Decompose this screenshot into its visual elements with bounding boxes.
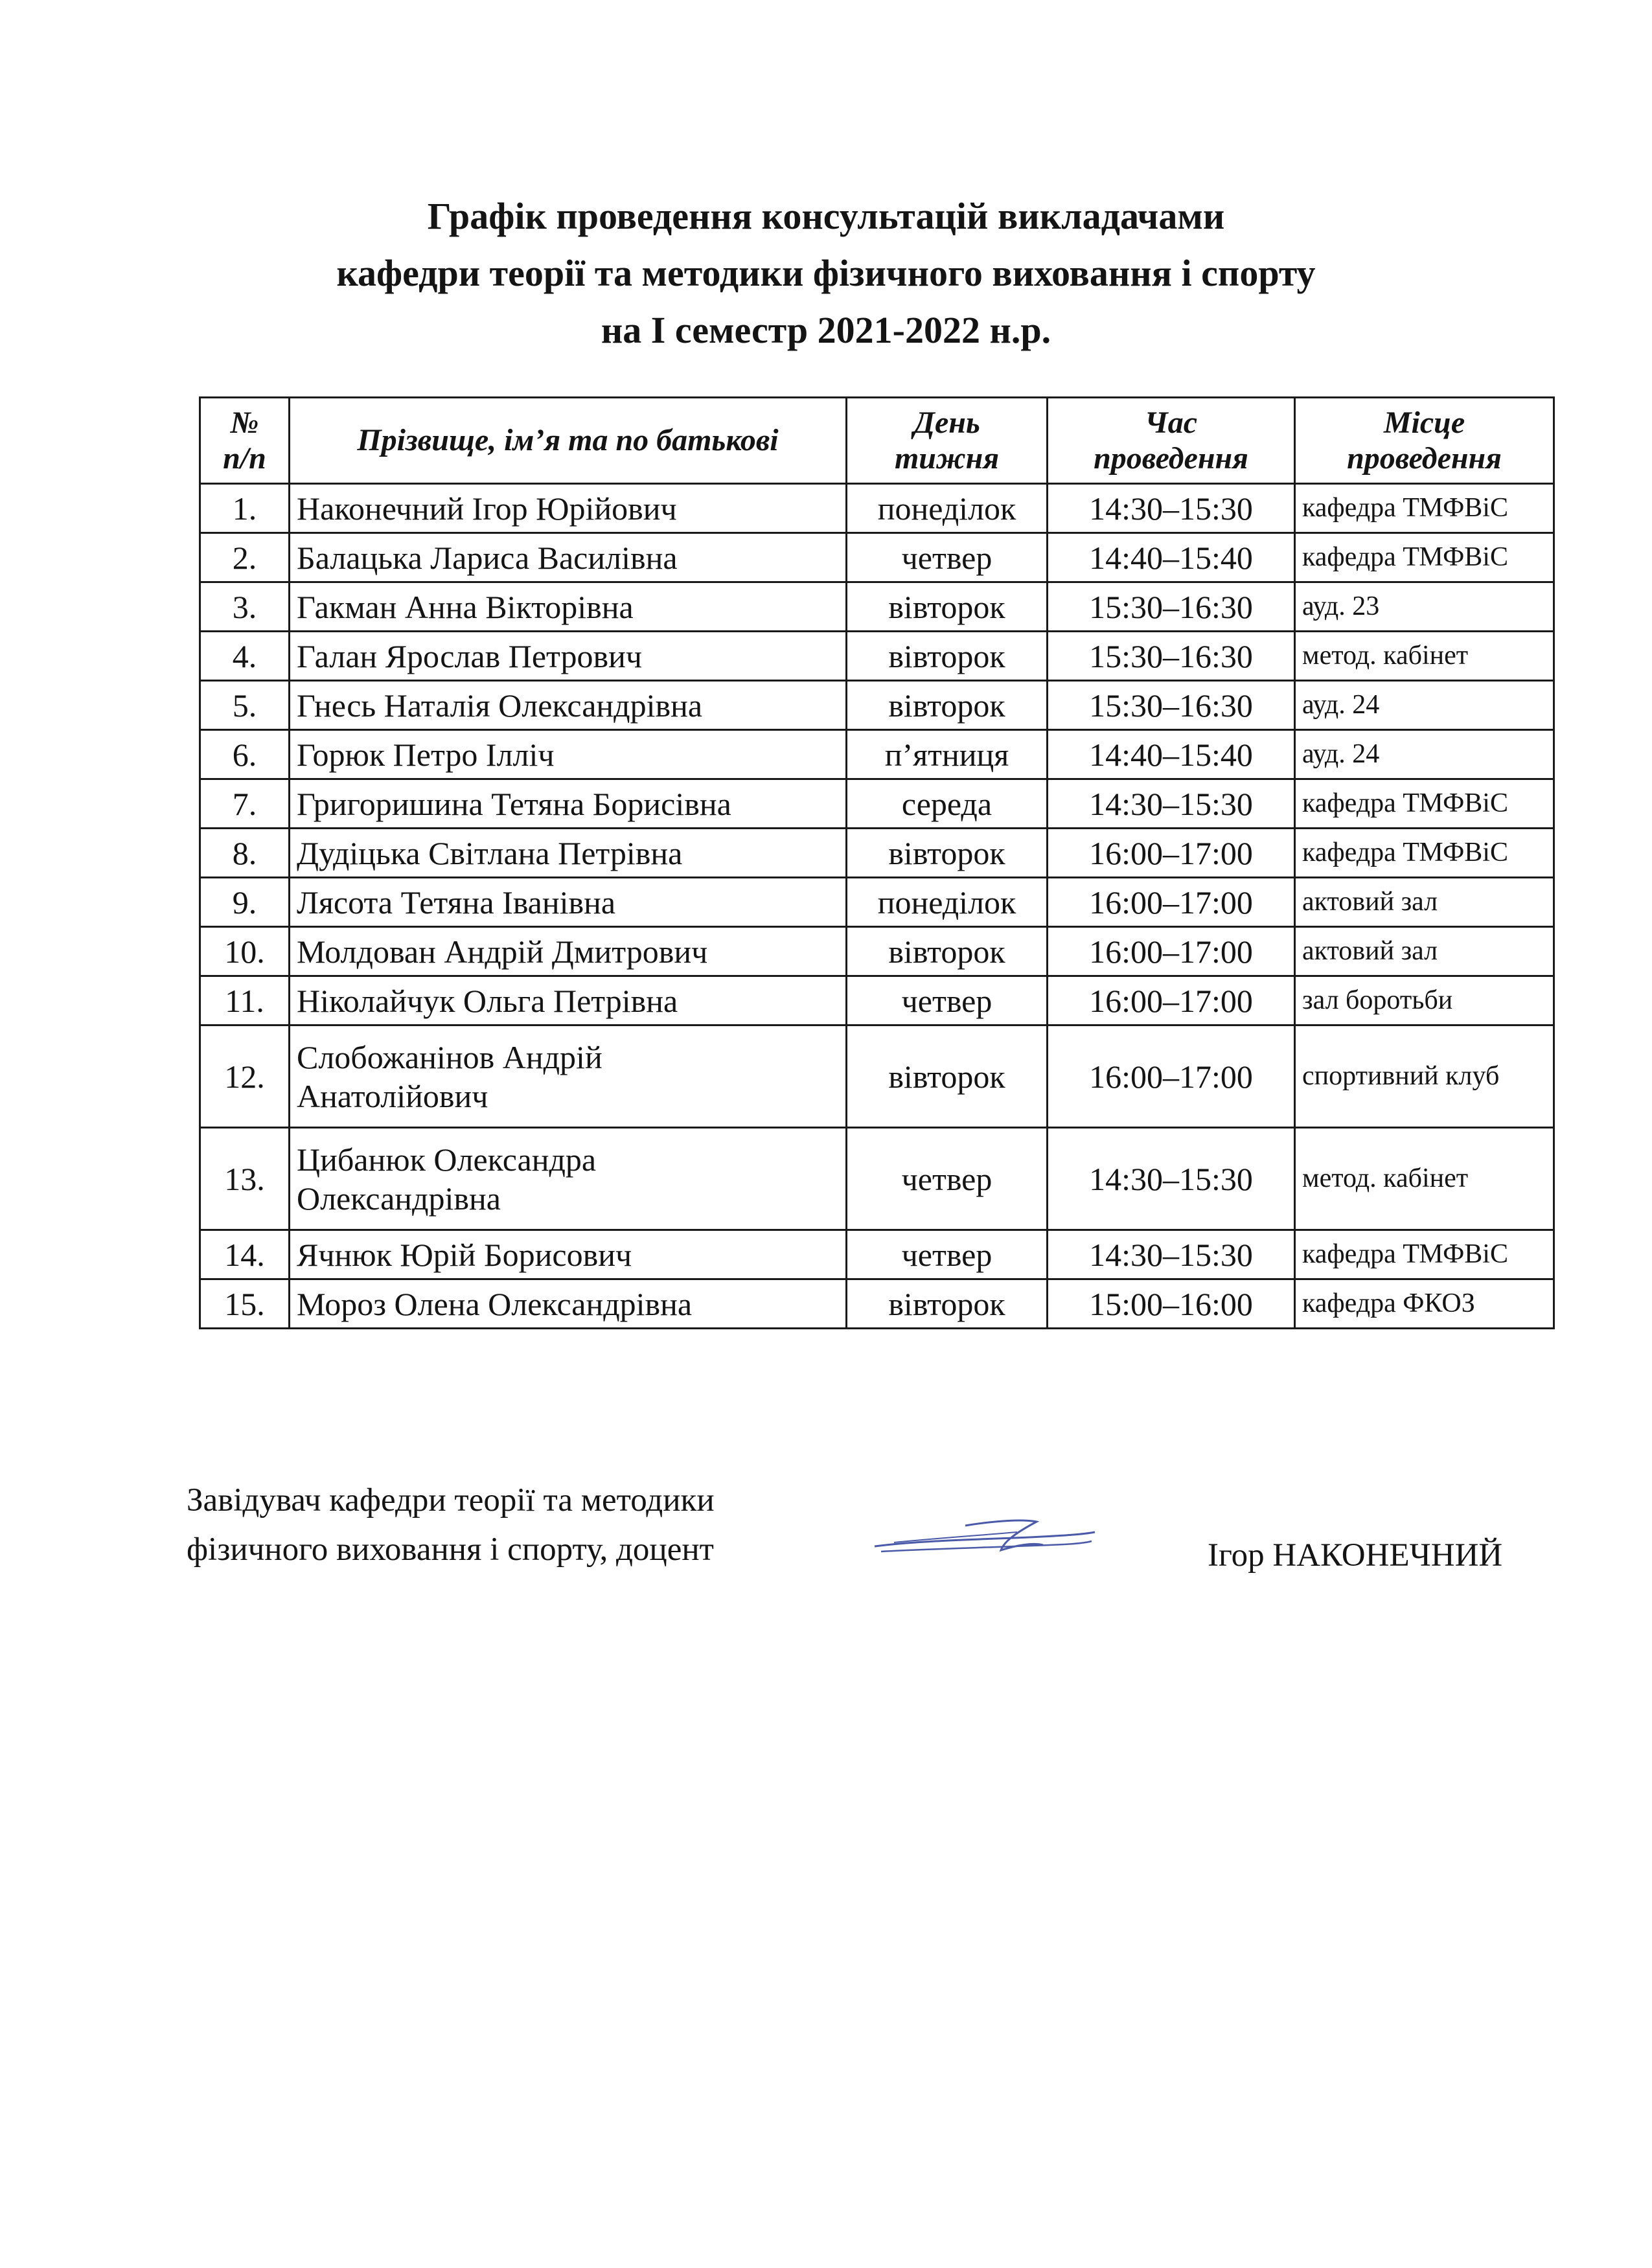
row-weekday: середа (847, 779, 1048, 829)
row-number: 11. (200, 976, 290, 1025)
row-place: кафедра ТМФВіС (1295, 1230, 1554, 1279)
page-title (0, 188, 1652, 359)
row-place: кафедра ТМФВіС (1295, 829, 1554, 878)
row-weekday: четвер (847, 533, 1048, 582)
row-weekday: понеділок (847, 878, 1048, 927)
table-row (200, 730, 1554, 779)
row-place: метод. кабінет (1295, 632, 1554, 681)
header-time: Час проведення (1048, 398, 1295, 484)
table-row (200, 1279, 1554, 1329)
row-time: 14:30–15:30 (1048, 1230, 1295, 1279)
row-place: ауд. 24 (1295, 681, 1554, 730)
row-time: 16:00–17:00 (1048, 829, 1295, 878)
row-name: Наконечний Ігор Юрійович (290, 484, 847, 533)
row-name: Балацька Лариса Василівна (290, 533, 847, 582)
row-number: 10. (200, 927, 290, 976)
row-time: 14:30–15:30 (1048, 779, 1295, 829)
row-place: актовий зал (1295, 878, 1554, 927)
row-time: 15:30–16:30 (1048, 632, 1295, 681)
row-place: ауд. 23 (1295, 582, 1554, 632)
row-weekday: вівторок (847, 632, 1048, 681)
row-place: ауд. 24 (1295, 730, 1554, 779)
row-number: 13. (200, 1128, 290, 1230)
row-name: Григоришина Тетяна Борисівна (290, 779, 847, 829)
table-row (200, 829, 1554, 878)
row-time: 15:30–16:30 (1048, 582, 1295, 632)
row-time: 14:30–15:30 (1048, 1128, 1295, 1230)
row-place: зал боротьби (1295, 976, 1554, 1025)
handwritten-signature (868, 1513, 1101, 1564)
row-place: метод. кабінет (1295, 1128, 1554, 1230)
table-row (200, 1128, 1554, 1230)
table-row (200, 681, 1554, 730)
signatory-position (187, 1476, 715, 1574)
row-weekday: п’ятниця (847, 730, 1048, 779)
row-name: Гнесь Наталія Олександрівна (290, 681, 847, 730)
row-weekday: вівторок (847, 927, 1048, 976)
row-name-line-2: Анатолійович (297, 1077, 488, 1114)
row-number: 2. (200, 533, 290, 582)
row-weekday: четвер (847, 976, 1048, 1025)
header-number: № п/п (200, 398, 290, 484)
row-place: спортивний клуб (1295, 1025, 1554, 1128)
row-name: Молдован Андрій Дмитрович (290, 927, 847, 976)
row-place: кафедра ТМФВіС (1295, 484, 1554, 533)
row-time: 14:30–15:30 (1048, 484, 1295, 533)
row-number: 9. (200, 878, 290, 927)
row-number: 3. (200, 582, 290, 632)
row-time: 14:40–15:40 (1048, 730, 1295, 779)
title-line-1: Графік проведення консультацій викладачами (427, 195, 1225, 237)
table-row (200, 582, 1554, 632)
row-name: Мороз Олена Олександрівна (290, 1279, 847, 1329)
row-name: Ніколайчук Ольга Петрівна (290, 976, 847, 1025)
table-row (200, 976, 1554, 1025)
header-full-name: Прізвище, ім’я та по батькові (290, 398, 847, 484)
row-name: Гакман Анна Вікторівна (290, 582, 847, 632)
row-time: 14:40–15:40 (1048, 533, 1295, 582)
row-weekday: вівторок (847, 1279, 1048, 1329)
row-name: Ячнюк Юрій Борисович (290, 1230, 847, 1279)
row-time: 16:00–17:00 (1048, 976, 1295, 1025)
table-row (200, 484, 1554, 533)
row-name-line-1: Слобожанінов Андрій (297, 1038, 602, 1075)
row-number: 6. (200, 730, 290, 779)
row-name: Галан Ярослав Петрович (290, 632, 847, 681)
table-row (200, 632, 1554, 681)
table-row (200, 1025, 1554, 1128)
row-number: 1. (200, 484, 290, 533)
table-row (200, 927, 1554, 976)
row-place: кафедра ТМФВіС (1295, 779, 1554, 829)
title-line-3: на І семестр 2021-2022 н.р. (601, 309, 1051, 351)
header-place: Місце проведення (1295, 398, 1554, 484)
row-time: 15:00–16:00 (1048, 1279, 1295, 1329)
row-name-line-1: Цибанюк Олександра (297, 1141, 597, 1178)
table-row (200, 779, 1554, 829)
table-header-row (200, 398, 1554, 484)
row-number: 7. (200, 779, 290, 829)
row-weekday: четвер (847, 1128, 1048, 1230)
row-weekday: четвер (847, 1230, 1048, 1279)
row-number: 12. (200, 1025, 290, 1128)
row-name: Дудіцька Світлана Петрівна (290, 829, 847, 878)
header-weekday: День тижня (847, 398, 1048, 484)
row-time: 16:00–17:00 (1048, 1025, 1295, 1128)
row-name (290, 1025, 847, 1128)
row-weekday: понеділок (847, 484, 1048, 533)
row-place: актовий зал (1295, 927, 1554, 976)
signer-name: Ігор НАКОНЕЧНИЙ (1208, 1537, 1503, 1574)
row-number: 15. (200, 1279, 290, 1329)
row-number: 14. (200, 1230, 290, 1279)
row-place: кафедра ФКОЗ (1295, 1279, 1554, 1329)
row-number: 8. (200, 829, 290, 878)
row-number: 4. (200, 632, 290, 681)
table-row (200, 878, 1554, 927)
table-row (200, 533, 1554, 582)
row-name-line-2: Олександрівна (297, 1180, 501, 1217)
row-time: 16:00–17:00 (1048, 878, 1295, 927)
title-line-2: кафедри теорії та методики фізичного виховання і спорту (336, 252, 1316, 294)
row-place: кафедра ТМФВіС (1295, 533, 1554, 582)
row-number: 5. (200, 681, 290, 730)
row-name (290, 1128, 847, 1230)
position-line-1: Завідувач кафедри теорії та методики (187, 1482, 715, 1518)
row-name: Горюк Петро Ілліч (290, 730, 847, 779)
row-weekday: вівторок (847, 1025, 1048, 1128)
row-weekday: вівторок (847, 681, 1048, 730)
row-time: 16:00–17:00 (1048, 927, 1295, 976)
row-weekday: вівторок (847, 829, 1048, 878)
consultation-schedule-table (199, 396, 1555, 1329)
position-line-2: фізичного виховання і спорту, доцент (187, 1531, 714, 1568)
row-time: 15:30–16:30 (1048, 681, 1295, 730)
row-name: Лясота Тетяна Іванівна (290, 878, 847, 927)
row-weekday: вівторок (847, 582, 1048, 632)
table-row (200, 1230, 1554, 1279)
